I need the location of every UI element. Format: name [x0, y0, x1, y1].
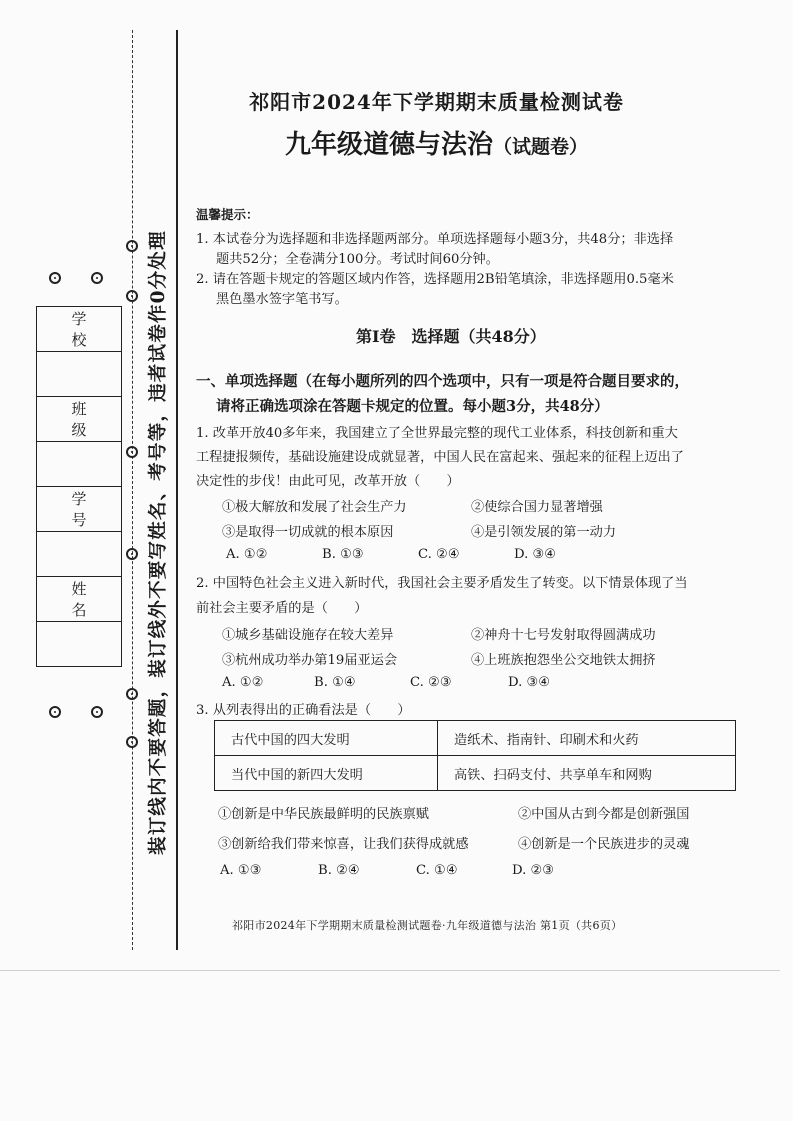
exam-subject: 九年级道德与法治 [284, 130, 493, 160]
binding-hole-icon [49, 272, 61, 284]
binding-hole-icon [91, 706, 103, 718]
q3-statement: ①创新是中华民族最鲜明的民族禀赋 [218, 807, 429, 822]
binding-hole-icon [126, 240, 138, 252]
class-label: 班 级 [37, 397, 122, 442]
notice-item: 黑色墨水签字笔书写。 [216, 292, 348, 307]
q3-stem: 3. 从列表得出的正确看法是（ ） [196, 703, 411, 718]
table-cell: 造纸术、指南针、印刷术和火药 [438, 721, 736, 756]
part1-instruction: 一、单项选择题（在每小题所列的四个选项中，只有一项是符合题目要求的， [196, 373, 689, 390]
school-field[interactable] [37, 352, 122, 397]
notice-item: 2. 请在答题卡规定的答题区域内作答，选择题用2B铅笔填涂，非选择题用0.5毫米 [196, 272, 674, 287]
school-label: 学 校 [37, 307, 122, 352]
exam-title-line1: 祁阳市2024年下学期期末质量检测试卷 [249, 90, 624, 114]
q3-statement: ④创新是一个民族进步的灵魂 [518, 837, 690, 852]
binding-hole-icon [49, 706, 61, 718]
notice-item: 题共52分；全卷满分100分。考试时间60分钟。 [216, 252, 499, 267]
name-label: 姓 名 [37, 577, 122, 622]
binding-solid-line [176, 30, 178, 950]
student-info-table [36, 306, 122, 667]
q2-statement: ①城乡基础设施存在较大差异 [222, 628, 394, 643]
notice-item: 1. 本试卷分为选择题和非选择题两部分。单项选择题每小题3分，共48分；非选择 [196, 232, 674, 247]
student-id-field[interactable] [37, 532, 122, 577]
notice-heading: 温馨提示： [196, 207, 259, 222]
binding-hole-icon [126, 736, 138, 748]
q2-statement: ②神舟十七号发射取得圆满成功 [471, 628, 656, 643]
q1-statement: ①极大解放和发展了社会生产力 [222, 500, 407, 515]
binding-hole-icon [126, 548, 138, 560]
table-cell: 高铁、扫码支付、共享单车和网购 [438, 756, 736, 791]
binding-hole-icon [126, 290, 138, 302]
student-id-label: 学 号 [37, 487, 122, 532]
q2-option-a[interactable]: A. ①② [222, 675, 264, 690]
exam-paper-type: （试题卷） [493, 136, 589, 158]
q3-option-b[interactable]: B. ②④ [318, 863, 360, 878]
q2-statement: ③杭州成功举办第19届亚运会 [222, 653, 398, 668]
q1-option-d[interactable]: D. ③④ [514, 547, 557, 562]
table-cell: 当代中国的新四大发明 [215, 756, 438, 791]
binding-warning-text: 装订线内不要答题，装订线外不要写姓名、考号等，违者试卷作0分处理 [148, 230, 169, 855]
q1-stem: 工程捷报频传，基础设施建设成就显著，中国人民在富起来、强起来的征程上迈出了 [196, 450, 684, 465]
q2-statement: ④上班族抱怨坐公交地铁太拥挤 [471, 653, 656, 668]
q2-stem: 前社会主要矛盾的是（ ） [196, 601, 368, 616]
q3-inventions-table [214, 720, 736, 791]
q3-option-d[interactable]: D. ②③ [512, 863, 555, 878]
q3-statement: ③创新给我们带来惊喜，让我们获得成就感 [218, 837, 469, 852]
q3-option-c[interactable]: C. ①④ [416, 863, 458, 878]
table-row [215, 721, 736, 756]
class-field[interactable] [37, 442, 122, 487]
binding-hole-icon [126, 446, 138, 458]
q1-statement: ④是引领发展的第一动力 [471, 525, 617, 540]
q1-stem: 1. 改革开放40多年来，我国建立了全世界最完整的现代工业体系，科技创新和重大 [196, 426, 678, 441]
q1-option-a[interactable]: A. ①② [226, 547, 268, 562]
q1-statement: ③是取得一切成就的根本原因 [222, 525, 394, 540]
q1-stem: 决定性的步伐！由此可见，改革开放（ ） [196, 474, 460, 489]
q2-option-b[interactable]: B. ①④ [314, 675, 356, 690]
q2-stem: 2. 中国特色社会主义进入新时代，我国社会主要矛盾发生了转变。以下情景体现了当 [196, 576, 688, 591]
part1-instruction: 请将正确选项涂在答题卡规定的位置。每小题3分，共48分） [216, 398, 609, 415]
page-footer: 祁阳市2024年下学期期末质量检测试题卷·九年级道德与法治 第1页（共6页） [232, 919, 623, 932]
q3-option-a[interactable]: A. ①③ [220, 863, 262, 878]
q1-option-b[interactable]: B. ①③ [322, 547, 364, 562]
table-cell: 古代中国的四大发明 [215, 721, 438, 756]
page-edge-divider [0, 970, 780, 971]
binding-hole-icon [126, 688, 138, 700]
exam-title-main [0, 124, 793, 161]
q2-option-d[interactable]: D. ③④ [508, 675, 551, 690]
name-field[interactable] [37, 622, 122, 667]
q2-option-c[interactable]: C. ②③ [410, 675, 452, 690]
q1-option-c[interactable]: C. ②④ [418, 547, 460, 562]
table-row [215, 756, 736, 791]
part1-heading: 第Ⅰ卷 选择题（共48分） [356, 327, 546, 346]
binding-dashed-line [132, 30, 133, 950]
q1-statement: ②使综合国力显著增强 [471, 500, 603, 515]
q3-statement: ②中国从古到今都是创新强国 [518, 807, 690, 822]
binding-hole-icon [91, 272, 103, 284]
